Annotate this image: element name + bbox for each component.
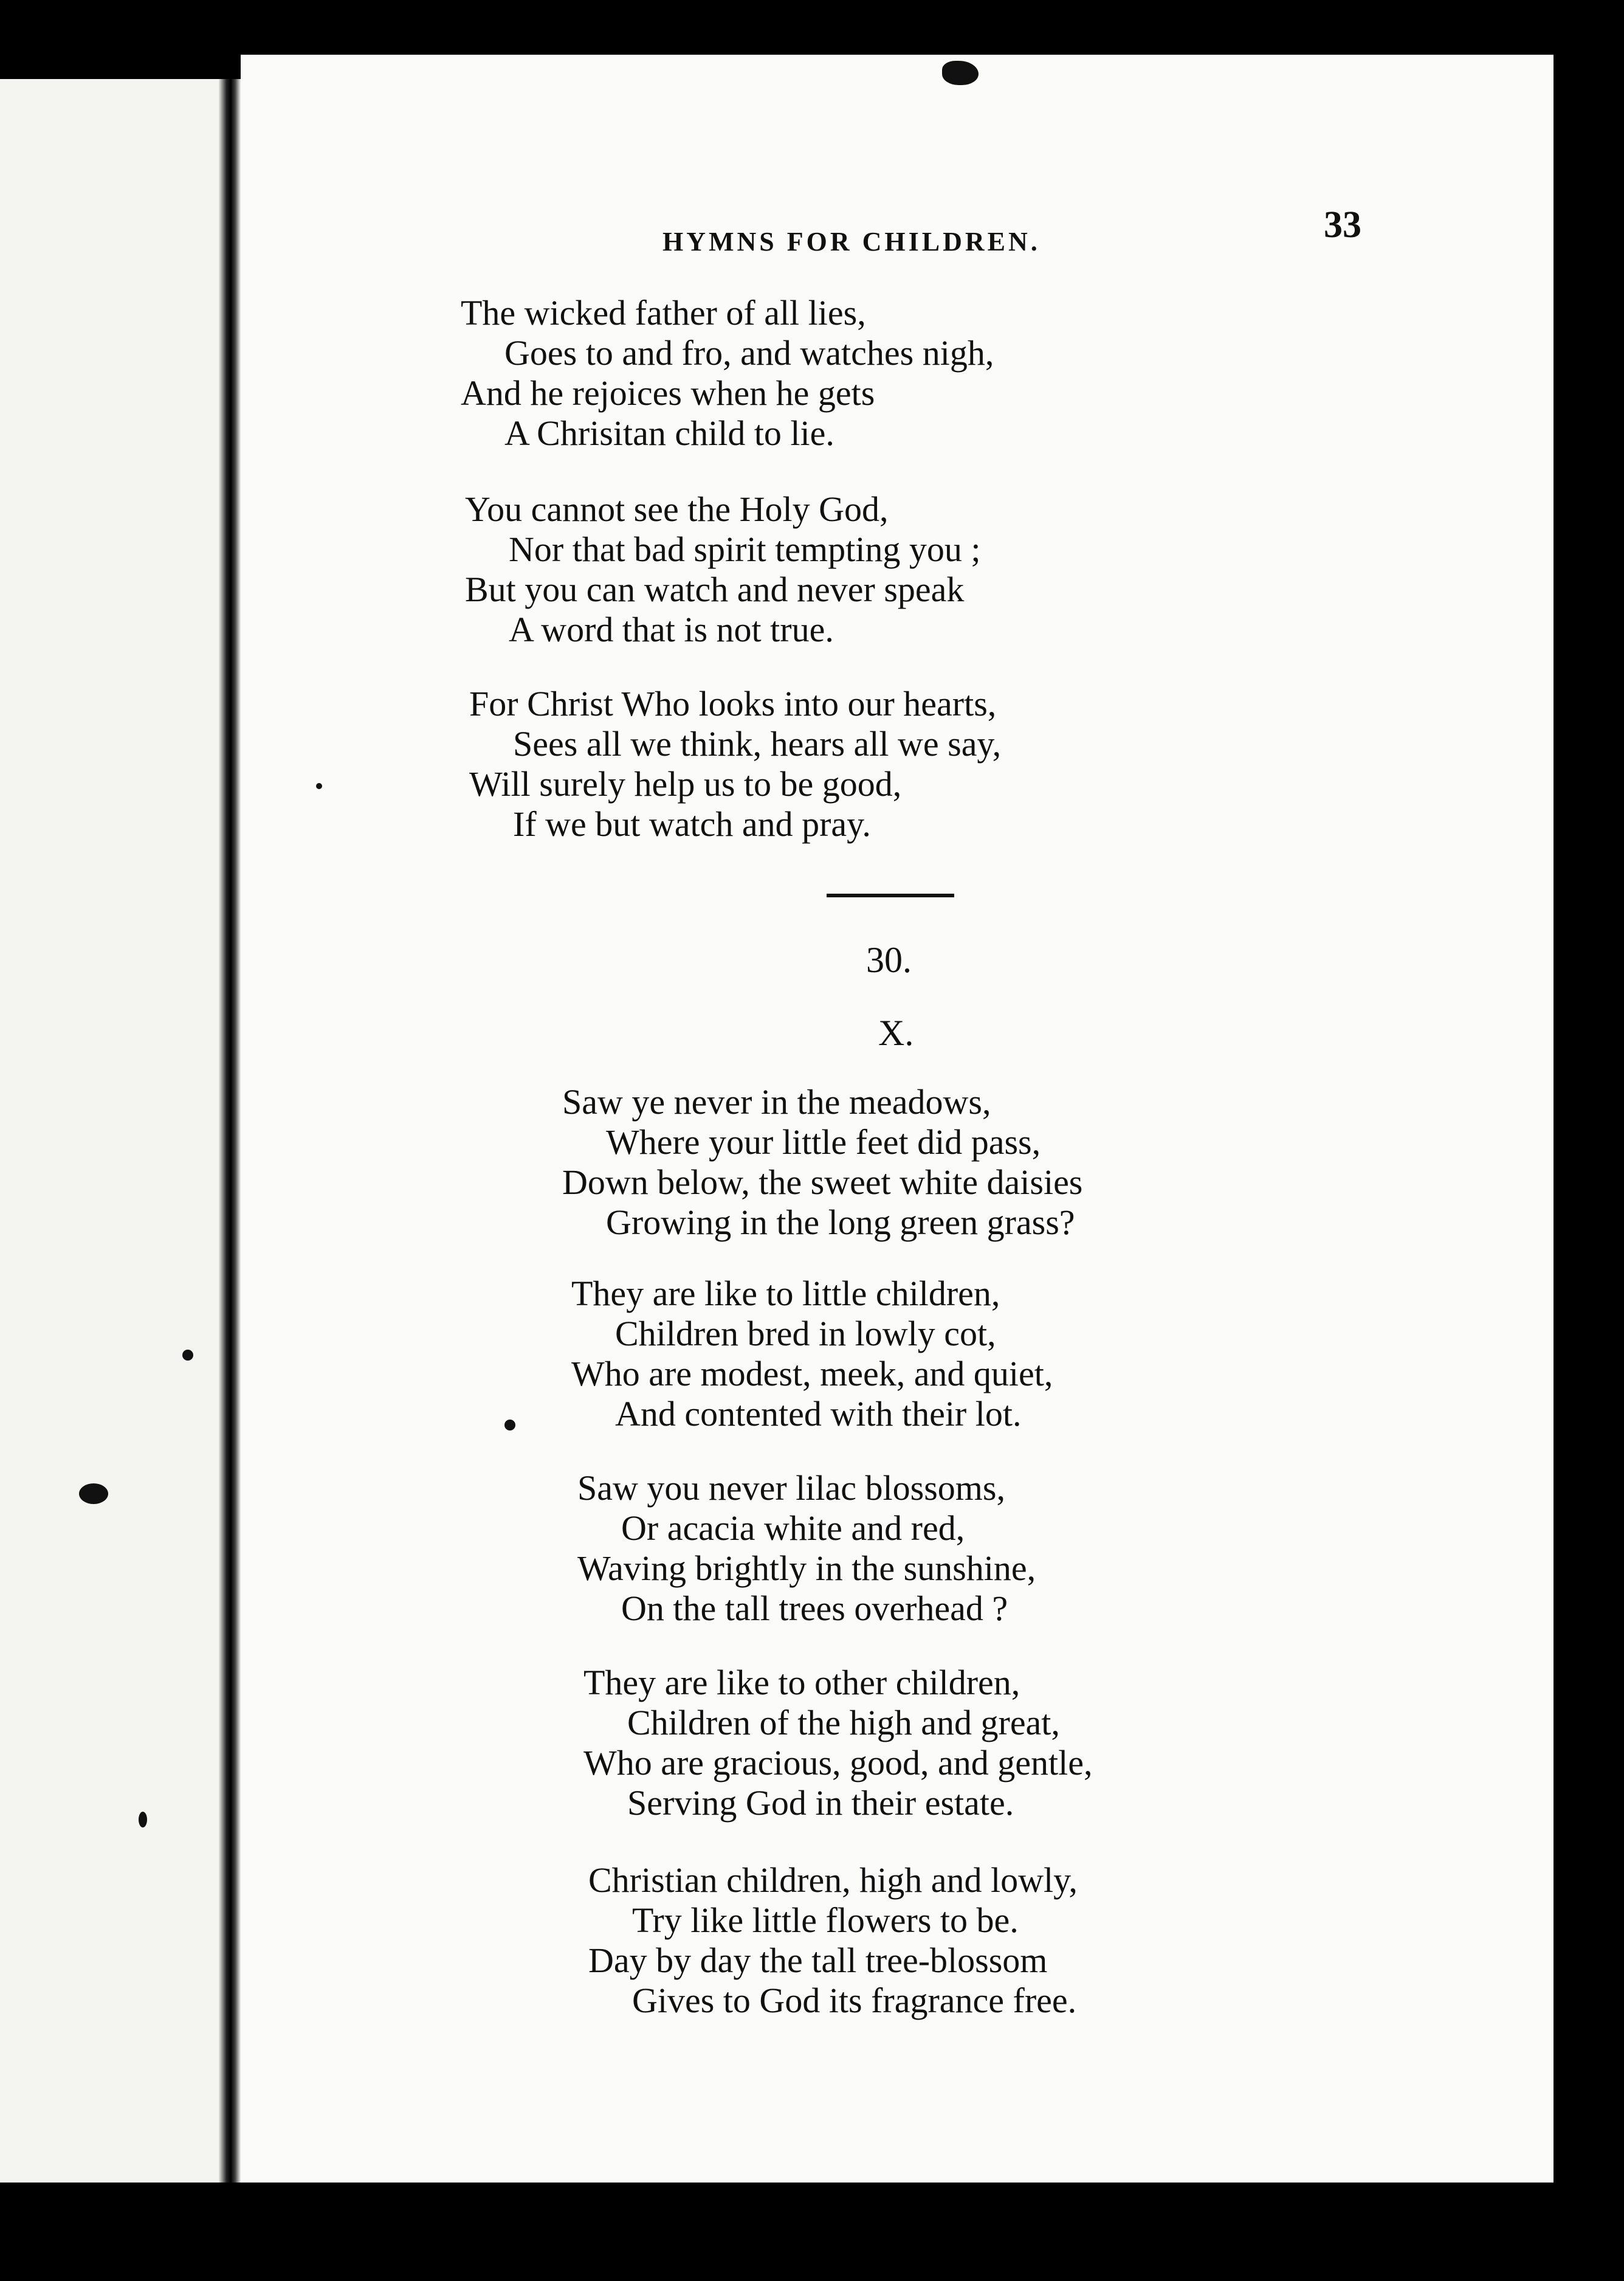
verse-line: A word that is not true. xyxy=(509,610,834,649)
verse-line: Who are gracious, good, and gentle, xyxy=(583,1743,1093,1782)
verse-line: Goes to and fro, and watches nigh, xyxy=(504,333,994,373)
verse-line: Serving God in their estate. xyxy=(627,1783,1014,1823)
hymn-stanza-4 xyxy=(583,1663,1093,1823)
page-tear xyxy=(942,61,979,85)
verse-line: On the tall trees overhead ? xyxy=(621,1589,1008,1628)
running-head: HYMNS FOR CHILDREN. xyxy=(662,227,1041,257)
hymn-stanza-2 xyxy=(571,1274,1053,1434)
hymn-number: 30. xyxy=(866,940,912,980)
stanza-top-3 xyxy=(469,684,1001,844)
verse-line: Saw ye never in the meadows, xyxy=(562,1082,991,1122)
hymn-stanza-5 xyxy=(588,1860,1078,2021)
verse-line: A Chrisitan child to lie. xyxy=(504,413,834,453)
verse-line: Who are modest, meek, and quiet, xyxy=(571,1354,1053,1393)
verse-line: Gives to God its fragrance free. xyxy=(632,1981,1077,2020)
ink-blot xyxy=(79,1483,108,1504)
verse-line: Children of the high and great, xyxy=(627,1703,1060,1742)
ink-speck xyxy=(316,783,322,789)
scan-border-bottom xyxy=(0,2183,1624,2281)
stanza-top-1 xyxy=(461,293,994,454)
verse-line: For Christ Who looks into our hearts, xyxy=(469,684,997,723)
ink-speck xyxy=(182,1350,193,1361)
verse-line: Where your little feet did pass, xyxy=(606,1122,1041,1162)
verse-line: But you can watch and never speak xyxy=(465,570,965,609)
verse-line: And he rejoices when he gets xyxy=(461,373,875,413)
verse-line: Will surely help us to be good, xyxy=(469,764,902,804)
hymn-stanza-1 xyxy=(562,1082,1082,1243)
verse-line: If we but watch and pray. xyxy=(513,804,871,844)
verse-line: Saw you never lilac blossoms, xyxy=(577,1468,1005,1508)
verse-line: Sees all we think, hears all we say, xyxy=(513,724,1002,764)
section-divider xyxy=(827,894,954,897)
ink-speck xyxy=(504,1420,515,1430)
verse-line: The wicked father of all lies, xyxy=(461,293,866,333)
verse-line: They are like to little children, xyxy=(571,1274,1000,1313)
verse-line: You cannot see the Holy God, xyxy=(465,489,889,529)
hymn-stanza-3 xyxy=(577,1468,1036,1629)
verse-line: Down below, the sweet white daisies xyxy=(562,1162,1083,1202)
hymn-title: X. xyxy=(878,1013,914,1053)
page-number: 33 xyxy=(1324,204,1361,246)
book-gutter xyxy=(219,79,241,2183)
ink-speck xyxy=(139,1812,147,1827)
verse-line: Day by day the tall tree-blossom xyxy=(588,1941,1048,1980)
stanza-top-2 xyxy=(465,489,980,650)
verse-line: Christian children, high and lowly, xyxy=(588,1860,1078,1900)
verse-line: And contented with their lot. xyxy=(615,1394,1022,1434)
verse-line: Or acacia white and red, xyxy=(621,1508,965,1548)
verse-line: Waving brightly in the sunshine, xyxy=(577,1548,1036,1588)
left-page-edge xyxy=(0,79,243,2183)
verse-line: Try like little flowers to be. xyxy=(632,1900,1019,1940)
verse-line: Nor that bad spirit tempting you ; xyxy=(509,530,981,569)
verse-line: Growing in the long green grass? xyxy=(606,1203,1075,1242)
verse-line: They are like to other children, xyxy=(583,1663,1020,1702)
verse-line: Children bred in lowly cot, xyxy=(615,1314,996,1353)
